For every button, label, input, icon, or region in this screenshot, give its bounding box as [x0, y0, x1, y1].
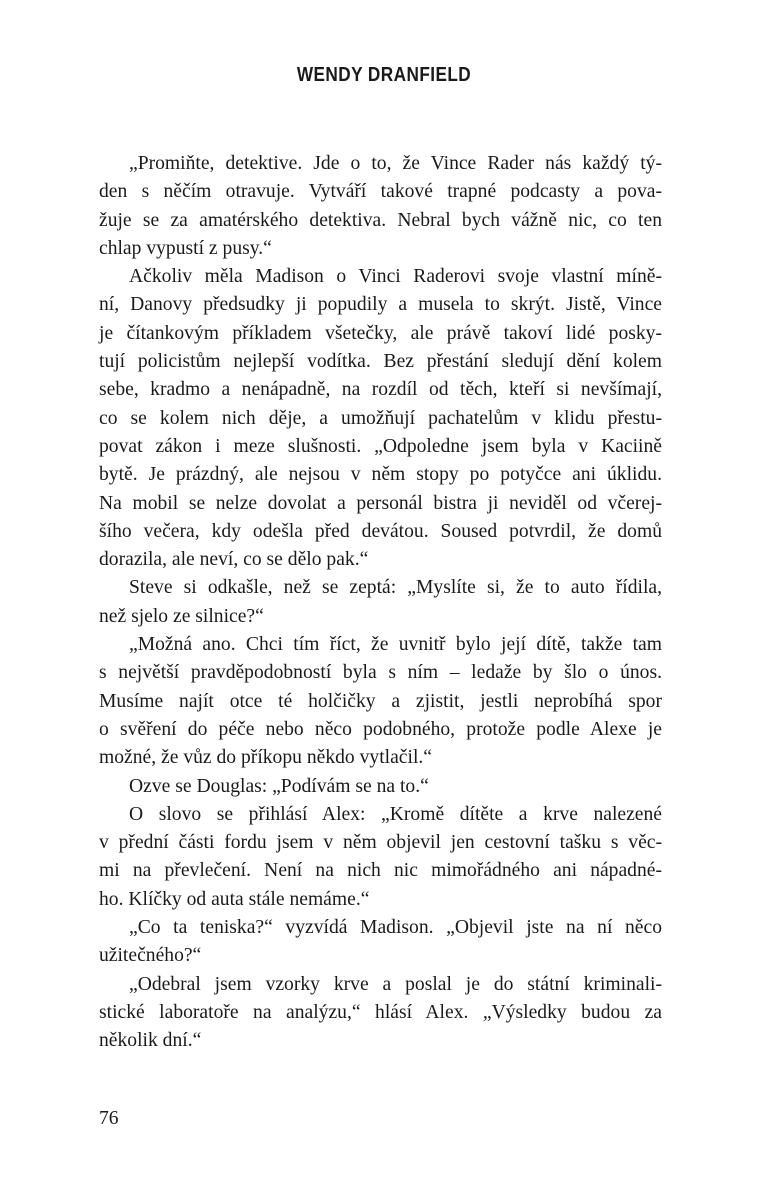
text-line: stické laboratoře na analýzu,“ hlásí Alex. „Výsledky budou za [99, 1001, 662, 1023]
text-line: bytě. Je prázdný, ale nejsou v něm stopy po potyčce ani úklidu. [99, 464, 662, 486]
text-line: je čítankovým příkladem všetečky, ale právě takoví lidé posky- [99, 322, 662, 344]
text-line: než sjelo ze silnice?“ [99, 605, 264, 627]
text-line: Musíme najít otce té holčičky a zjistit, jestli neprobíhá spor [99, 690, 662, 712]
text-line: užitečného?“ [99, 945, 202, 967]
text-line: žuje se za amatérského detektiva. Nebral bych vážně nic, co ten [99, 209, 662, 231]
text-line: mi na převlečení. Není na nich nic mimořádného ani nápadné- [99, 860, 662, 882]
page-number: 76 [99, 1108, 119, 1129]
text-line: šího večera, kdy odešla před devátou. Soused potvrdil, že domů [99, 520, 662, 542]
text-line: „Promiňte, detektive. Jde o to, že Vince Rader nás každý tý- [129, 153, 662, 174]
text-line: ní, Danovy předsudky ji popudily a musela to skrýt. Jistě, Vince [99, 294, 662, 316]
text-line: Na mobil se nelze dovolat a personál bistra ji neviděl od včerej- [99, 492, 662, 514]
text-line: O slovo se přihlásí Alex: „Kromě dítěte a krve nalezené [129, 803, 662, 825]
text-line: v přední části fordu jsem v něm objevil jen cestovní tašku s věc- [99, 832, 662, 854]
text-line: tují policistům nejlepší vodítka. Bez přestání sledují dění kolem [99, 351, 662, 373]
text-line: ho. Klíčky od auta stále nemáme.“ [99, 888, 370, 910]
text-line: několik dní.“ [99, 1030, 202, 1052]
text-line: možné, že vůz do příkopu někdo vytlačil.“ [99, 747, 432, 769]
text-line: co se kolem nich děje, a umožňují pachatelům v klidu přestu- [99, 407, 662, 429]
text-line: o svěření do péče nebo něco podobného, protože podle Alexe je [99, 718, 662, 740]
text-line: dorazila, ale neví, co se dělo pak.“ [99, 549, 369, 571]
running-head-author: WENDY DRANFIELD [296, 64, 472, 86]
text-line: Ačkoliv měla Madison o Vinci Raderovi svoje vlastní míně- [129, 266, 662, 288]
text-line: Ozve se Douglas: „Podívám se na to.“ [129, 775, 429, 797]
text-line: povat zákon i meze slušnosti. „Odpoledne jsem byla v Kaciině [99, 435, 662, 457]
text-line: s největší pravděpodobností byla s ním – ledaže by šlo o únos. [99, 662, 662, 684]
body-text [99, 150, 662, 1056]
text-line: „Možná ano. Chci tím říct, že uvnitř bylo její dítě, takže tam [129, 634, 662, 656]
text-line: „Co ta teniska?“ vyzvídá Madison. „Objevil jste na ní něco [129, 917, 662, 939]
text-line: chlap vypustí z pusy.“ [99, 237, 272, 259]
text-line: den s něčím otravuje. Vytváří takové trapné podcasty a pova- [99, 181, 662, 203]
text-line: Steve si odkašle, než se zeptá: „Myslíte si, že to auto řídila, [129, 577, 662, 599]
text-line: sebe, kradmo a nenápadně, na rozdíl od těch, kteří si nevšímají, [99, 379, 662, 401]
text-line: „Odebral jsem vzorky krve a poslal je do státní kriminali- [129, 973, 662, 995]
